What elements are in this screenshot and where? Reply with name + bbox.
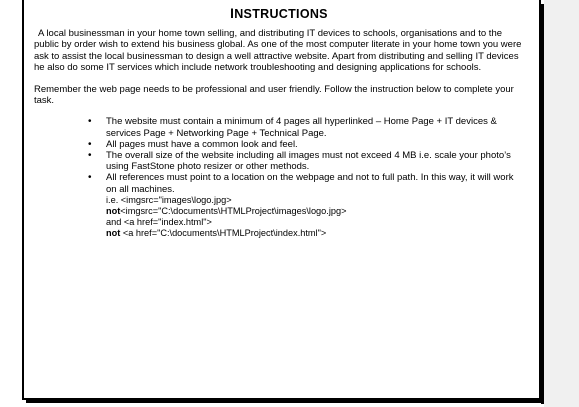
list-item xyxy=(88,172,524,238)
title-initial: I xyxy=(230,6,235,21)
list-item xyxy=(88,138,524,150)
intro-paragraph: A local businessman in your home town selling, and distributing IT devices to schools, organisations and to the public by order wish to extend his business global. As one of the most computer literate in your home town you were ask to assist the local businessman to design a well attractive website. Apart from distributing and selling IT devices he also do some IT services which include network troubleshooting and designing applications for schools. xyxy=(34,28,522,73)
instruction-list xyxy=(34,116,524,238)
document-content xyxy=(34,8,524,239)
code-not-keyword: not xyxy=(106,227,121,238)
list-item xyxy=(88,116,524,139)
list-item xyxy=(88,150,524,173)
code-not-keyword: not xyxy=(106,205,121,216)
list-item-text: All pages must have a common look and feel. xyxy=(106,138,298,150)
code-line-4 xyxy=(106,228,524,239)
list-item-text: The overall size of the website including all images must not exceed 4 MB i.e. scale your photo’s using FastStone photo resizer or other methods. xyxy=(106,150,511,173)
code-line-3: and <a href="index.html"> xyxy=(106,216,212,227)
code-line-1: i.e. <imgsrc="images\logo.jpg> xyxy=(106,194,232,205)
code-line-2 xyxy=(106,206,524,217)
reminder-paragraph: Remember the web page needs to be professional and user friendly. Follow the instruction below to complete your task. xyxy=(34,84,514,107)
list-item-text: The website must contain a minimum of 4 pages all hyperlinked – Home Page + IT devices & services Page + Networking Page + Technical Page. xyxy=(106,116,497,139)
code-examples xyxy=(106,195,524,239)
code-line-4-text: <a href="C:\documents\HTMLProject\index.html"> xyxy=(120,227,327,238)
title-rest: NSTRUCTIONS xyxy=(234,7,328,21)
page-title xyxy=(34,8,524,20)
bullet-icon: • xyxy=(88,116,92,128)
bullet-icon: • xyxy=(88,150,92,162)
bullet-icon: • xyxy=(88,172,92,184)
list-item-text: All references must point to a location on the webpage and not to full path. In this way, it will work on all machines. xyxy=(106,172,514,195)
bullet-icon: • xyxy=(88,138,92,150)
code-line-2-text: <imgsrc="C:\documents\HTMLProject\images\logo.jpg> xyxy=(120,205,347,216)
right-margin-area xyxy=(544,0,579,407)
page-shadow-right xyxy=(541,4,544,404)
page-shadow-bottom xyxy=(26,400,544,403)
left-background xyxy=(0,0,22,407)
